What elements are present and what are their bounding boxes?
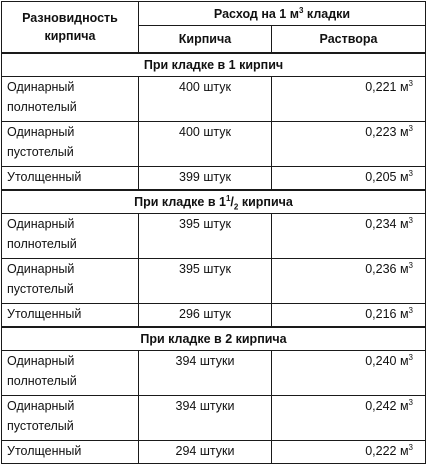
brick-type-cell [2, 214, 139, 259]
table-row [2, 351, 426, 396]
header-brick-type-line1: Разновидность [22, 11, 118, 25]
section-title-slash: / [230, 195, 234, 209]
bricks-cell: 400 штук [139, 77, 272, 122]
brick-consumption-table [1, 1, 426, 464]
mortar-unit-sup: 3 [408, 260, 413, 270]
section-title: При кладке в 2 кирпича [2, 327, 426, 351]
section-title-sub: 2 [233, 202, 239, 212]
brick-type-line2: пустотелый [7, 145, 74, 159]
mortar-value: 0,221 м [365, 80, 409, 94]
section-row [2, 53, 426, 77]
brick-type-cell [2, 396, 139, 441]
table-row [2, 259, 426, 304]
mortar-cell [272, 396, 426, 441]
brick-type-cell [2, 259, 139, 304]
mortar-cell [272, 351, 426, 396]
header-row-top [2, 2, 426, 26]
brick-type-line2: пустотелый [7, 282, 74, 296]
mortar-value: 0,234 м [365, 217, 409, 231]
brick-type-line1: Одинарный [7, 262, 75, 276]
bricks-cell: 394 штуки [139, 396, 272, 441]
section-row [2, 327, 426, 351]
mortar-cell [272, 122, 426, 167]
brick-type-cell: Утолщенный [2, 304, 139, 328]
section-title: При кладке в 1 кирпич [2, 53, 426, 77]
brick-type-cell [2, 351, 139, 396]
mortar-value: 0,240 м [365, 354, 409, 368]
mortar-cell [272, 441, 426, 464]
table-row [2, 77, 426, 122]
mortar-value: 0,242 м [365, 399, 409, 413]
mortar-value: 0,205 м [365, 170, 409, 184]
bricks-cell: 395 штук [139, 259, 272, 304]
brick-type-line1: Одинарный [7, 217, 75, 231]
mortar-unit-sup: 3 [408, 352, 413, 362]
brick-type-line2: полнотелый [7, 237, 77, 251]
mortar-value: 0,216 м [365, 307, 409, 321]
table-row [2, 122, 426, 167]
brick-type-line2: полнотелый [7, 100, 77, 114]
header-mortar: Раствора [272, 26, 426, 53]
table-row [2, 214, 426, 259]
brick-type-cell: Утолщенный [2, 167, 139, 191]
header-consumption-sup: 3 [298, 5, 304, 15]
brick-type-line2: пустотелый [7, 419, 74, 433]
mortar-cell [272, 214, 426, 259]
mortar-value: 0,236 м [365, 262, 409, 276]
mortar-cell [272, 304, 426, 328]
brick-type-line1: Одинарный [7, 125, 75, 139]
brick-type-cell [2, 77, 139, 122]
mortar-cell [272, 167, 426, 191]
brick-type-line1: Одинарный [7, 80, 75, 94]
header-bricks: Кирпича [139, 26, 272, 53]
bricks-cell: 394 штуки [139, 351, 272, 396]
bricks-cell: 395 штук [139, 214, 272, 259]
brick-type-cell [2, 122, 139, 167]
mortar-unit-sup: 3 [408, 305, 413, 315]
mortar-unit-sup: 3 [408, 397, 413, 407]
brick-type-line1: Одинарный [7, 399, 75, 413]
table-row [2, 396, 426, 441]
bricks-cell: 400 штук [139, 122, 272, 167]
mortar-cell [272, 259, 426, 304]
brick-type-line1: Одинарный [7, 354, 75, 368]
header-consumption [139, 2, 426, 26]
mortar-unit-sup: 3 [408, 78, 413, 88]
mortar-cell [272, 77, 426, 122]
table-row [2, 441, 426, 464]
mortar-unit-sup: 3 [408, 215, 413, 225]
header-brick-type-line2: кирпича [44, 29, 96, 43]
header-consumption-prefix: Расход на 1 м [213, 6, 299, 21]
mortar-value: 0,223 м [365, 125, 409, 139]
table-row [2, 304, 426, 328]
table-row [2, 167, 426, 191]
bricks-cell: 294 штуки [139, 441, 272, 464]
section-title-sup: 1 [225, 193, 231, 203]
mortar-unit-sup: 3 [408, 442, 413, 452]
brick-type-cell: Утолщенный [2, 441, 139, 464]
bricks-cell: 399 штук [139, 167, 272, 191]
section-title [2, 190, 426, 214]
header-consumption-suffix: кладки [303, 6, 351, 21]
section-row [2, 190, 426, 214]
bricks-cell: 296 штук [139, 304, 272, 328]
mortar-value: 0,222 м [365, 444, 409, 458]
section-title-prefix: При кладке в 1 [134, 195, 226, 209]
mortar-unit-sup: 3 [408, 168, 413, 178]
section-title-suffix: кирпича [238, 195, 293, 209]
header-brick-type [2, 2, 139, 54]
mortar-unit-sup: 3 [408, 123, 413, 133]
brick-type-line2: полнотелый [7, 374, 77, 388]
